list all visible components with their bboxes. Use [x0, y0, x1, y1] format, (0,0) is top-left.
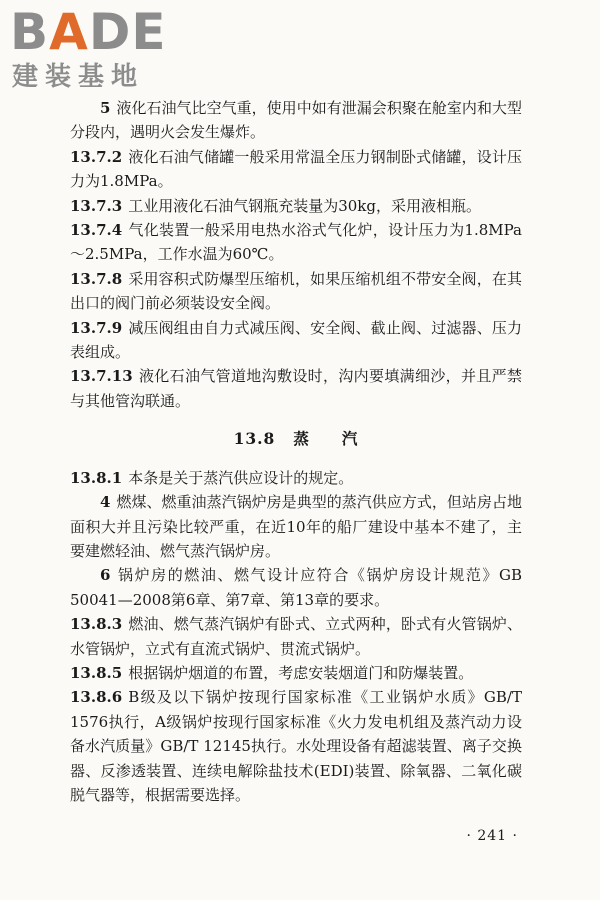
clause-text: 液化石油气储罐一般采用常温全压力钢制卧式储罐，设计压力为1.8MPa。 — [70, 147, 522, 191]
paragraph-6 — [70, 563, 522, 612]
clause-number: 13.8.6 — [70, 688, 123, 707]
paragraph-13-7-8 — [70, 267, 522, 316]
clause-number: 4 — [100, 493, 111, 512]
paragraph-5 — [70, 96, 522, 145]
page-number: · 241 · — [466, 828, 518, 844]
clause-number: 5 — [100, 99, 111, 117]
clause-number: 13.7.4 — [70, 221, 123, 240]
paragraph-13-8-6 — [70, 685, 522, 807]
paragraph-13-7-2 — [70, 145, 522, 194]
clause-number: 13.7.9 — [70, 318, 123, 337]
clause-text: 采用容积式防爆型压缩机，如果压缩机组不带安全阀，在其出口的阀门前必须装设安全阀。 — [70, 269, 522, 313]
clause-number: 13.8.5 — [70, 663, 123, 682]
clause-text: 工业用液化石油气钢瓶充装量为30kg，采用液相瓶。 — [128, 196, 481, 215]
paragraph-13-7-3 — [70, 194, 522, 218]
paragraph-13-7-9 — [70, 316, 522, 365]
logo-subtitle: 建装基地 — [12, 62, 145, 92]
clause-text: 根据锅炉烟道的布置，考虑安装烟道门和防爆装置。 — [128, 663, 474, 682]
clause-text: 燃油、燃气蒸汽锅炉有卧式、立式两种，卧式有火管锅炉、水管锅炉，立式有直流式锅炉、贯流式锅炉。 — [70, 615, 522, 658]
paragraph-4 — [70, 490, 522, 563]
bade-logo — [10, 4, 190, 94]
clause-text: 液化石油气管道地沟敷设时，沟内要填满细沙，并且严禁与其他管沟联通。 — [70, 367, 522, 410]
section-title-char-2: 汽 — [341, 429, 359, 449]
clause-text: 减压阀组由自力式减压阀、安全阀、截止阀、过滤器、压力表组成。 — [70, 318, 522, 362]
clause-number: 13.7.13 — [70, 367, 133, 386]
paragraph-13-7-4 — [70, 218, 522, 267]
clause-number: 6 — [100, 566, 111, 585]
clause-number: 13.7.3 — [70, 196, 123, 215]
clause-number: 13.7.2 — [70, 147, 123, 166]
clause-text: 燃煤、燃重油蒸汽锅炉房是典型的蒸汽供应方式，但站房占地面积大并且污染比较严重，在近10年的船厂建设中基本不建了，主要建燃轻油、燃气蒸汽锅炉房。 — [70, 493, 522, 560]
paragraph-13-8-3 — [70, 612, 522, 661]
clause-number: 13.8.3 — [70, 615, 123, 634]
logo-highlight-letter: A — [49, 3, 89, 61]
section-number: 13.8 — [233, 429, 276, 449]
clause-text: 本条是关于蒸汽供应设计的规定。 — [128, 468, 354, 487]
logo-wordmark — [10, 4, 167, 60]
clause-number: 13.7.8 — [70, 269, 123, 288]
section-title-char-1: 蒸 — [293, 429, 310, 449]
paragraphs-bottom — [70, 466, 522, 808]
logo-suffix: DE — [88, 3, 167, 61]
clause-text: 气化装置一般采用电热水浴式气化炉，设计压力为1.8MPa～2.5MPa，工作水温为60℃。 — [70, 221, 522, 264]
clause-text: 锅炉房的燃油、燃气设计应符合《锅炉房设计规范》GB 50041—2008第6章、第7章、第13章的要求。 — [70, 566, 522, 609]
paragraph-13-8-5 — [70, 661, 522, 685]
paragraph-13-8-1 — [70, 466, 522, 490]
paragraphs-top — [70, 96, 522, 413]
clause-text: B级及以下锅炉按现行国家标准《工业锅炉水质》GB/T 1576执行，A级锅炉按现行国家标准《火力发电机组及蒸汽动力设备水汽质量》GB/T 12145执行。水处理设备有超滤装置、离子交换器、反渗透装置、连续电解除盐技术(EDI)装置、除氧器、二氧化碳脱气器等，根据需要选择。 — [70, 688, 522, 804]
logo-prefix: B — [10, 3, 50, 61]
paragraph-13-7-13 — [70, 364, 522, 413]
page-content — [70, 96, 522, 807]
clause-text: 液化石油气比空气重，使用中如有泄漏会积聚在舱室内和大型分段内，遇明火会发生爆炸。 — [70, 99, 522, 142]
clause-number: 13.8.1 — [70, 468, 123, 487]
section-heading — [70, 427, 522, 451]
